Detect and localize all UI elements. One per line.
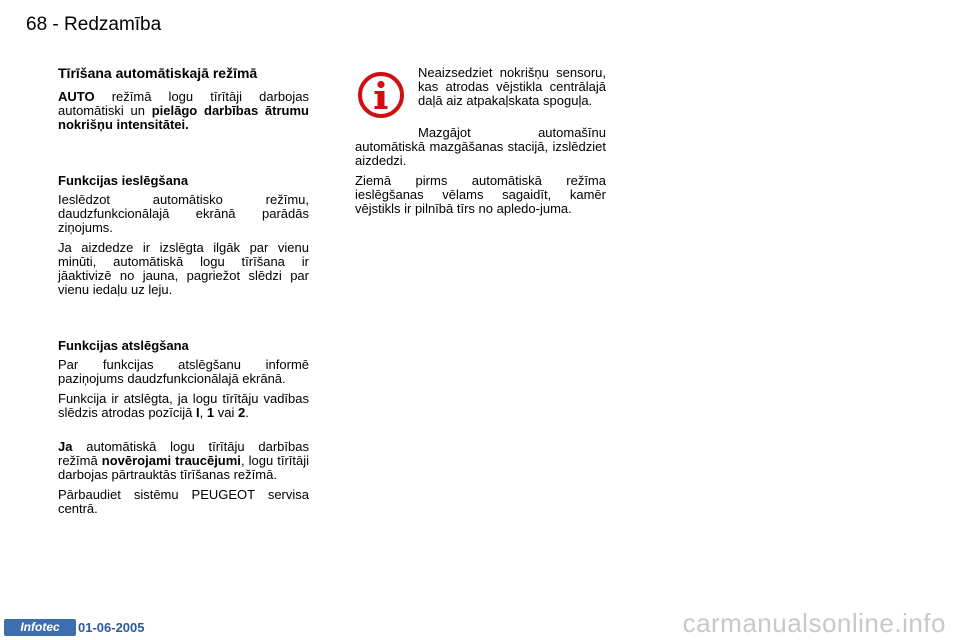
footer-date: 01-06-2005 bbox=[78, 620, 145, 635]
carwash-note: Mazgājot automašīnu automātiskā mazgāšanas stacijā, izslēdziet aizdedzi. bbox=[355, 125, 606, 168]
info-box bbox=[355, 66, 606, 126]
activation-paragraph-1: Ieslēdzot automātisko režīmu, daudzfunkcionālajā ekrānā parādās ziņojums. bbox=[58, 192, 309, 235]
chapter-title: Redzamība bbox=[64, 14, 162, 35]
section-title: Tīrīšana automātiskajā režīmā bbox=[58, 65, 258, 81]
activation-heading: Funkcijas ieslēgšana bbox=[58, 173, 189, 188]
watermark: carmanualsonline.info bbox=[682, 608, 946, 638]
winter-note: Ziemā pirms automātiskā režīma ieslēgšanas vēlams sagaidīt, kamēr vējstikls ir pilnībā tīrs no apledo-juma. bbox=[355, 173, 606, 216]
sensor-note: Neaizsedziet nokrišņu sensoru, kas atrodas vējstikla centrālajā daļā aiz atpakaļskata spoguļa. bbox=[418, 65, 606, 108]
page-header bbox=[26, 14, 161, 36]
auto-label: AUTO bbox=[58, 89, 95, 104]
deactivation-paragraph-2: Funkcija ir atslēgta, ja logu tīrītāju vadības slēdzis atrodas pozīcijā I, 1 vai 2. bbox=[58, 391, 309, 420]
infotec-badge: Infotec bbox=[4, 619, 76, 636]
activation-paragraph-2: Ja aizdedze ir izslēgta ilgāk par vienu minūti, automātiskā logu tīrīšana ir jāaktivizē no jauna, pagriežot slēdzi par vienu iedaļu uz leju. bbox=[58, 240, 309, 297]
header-separator: - bbox=[52, 14, 59, 35]
left-column bbox=[58, 66, 309, 522]
page-number: 68 bbox=[26, 14, 48, 35]
fault-paragraph: Ja automātiskā logu tīrītāju darbības režīmā novērojami traucējumi, logu tīrītāji darbojas pārtrauktās tīrīšanas režīmā. bbox=[58, 439, 310, 482]
service-paragraph: Pārbaudiet sistēmu PEUGEOT servisa centrā. bbox=[58, 487, 309, 516]
deactivation-paragraph-1: Par funkcijas atslēgšanu informē paziņojums daudzfunkcionālajā ekrānā. bbox=[58, 357, 309, 386]
intro-paragraph: AUTO režīmā logu tīrītāji darbojas automātiski un pielāgo darbības ātrumu nokrišņu intensitātei. bbox=[58, 89, 309, 132]
info-icon bbox=[358, 72, 404, 118]
deactivation-heading: Funkcijas atslēgšana bbox=[58, 338, 189, 353]
right-column bbox=[355, 66, 606, 222]
